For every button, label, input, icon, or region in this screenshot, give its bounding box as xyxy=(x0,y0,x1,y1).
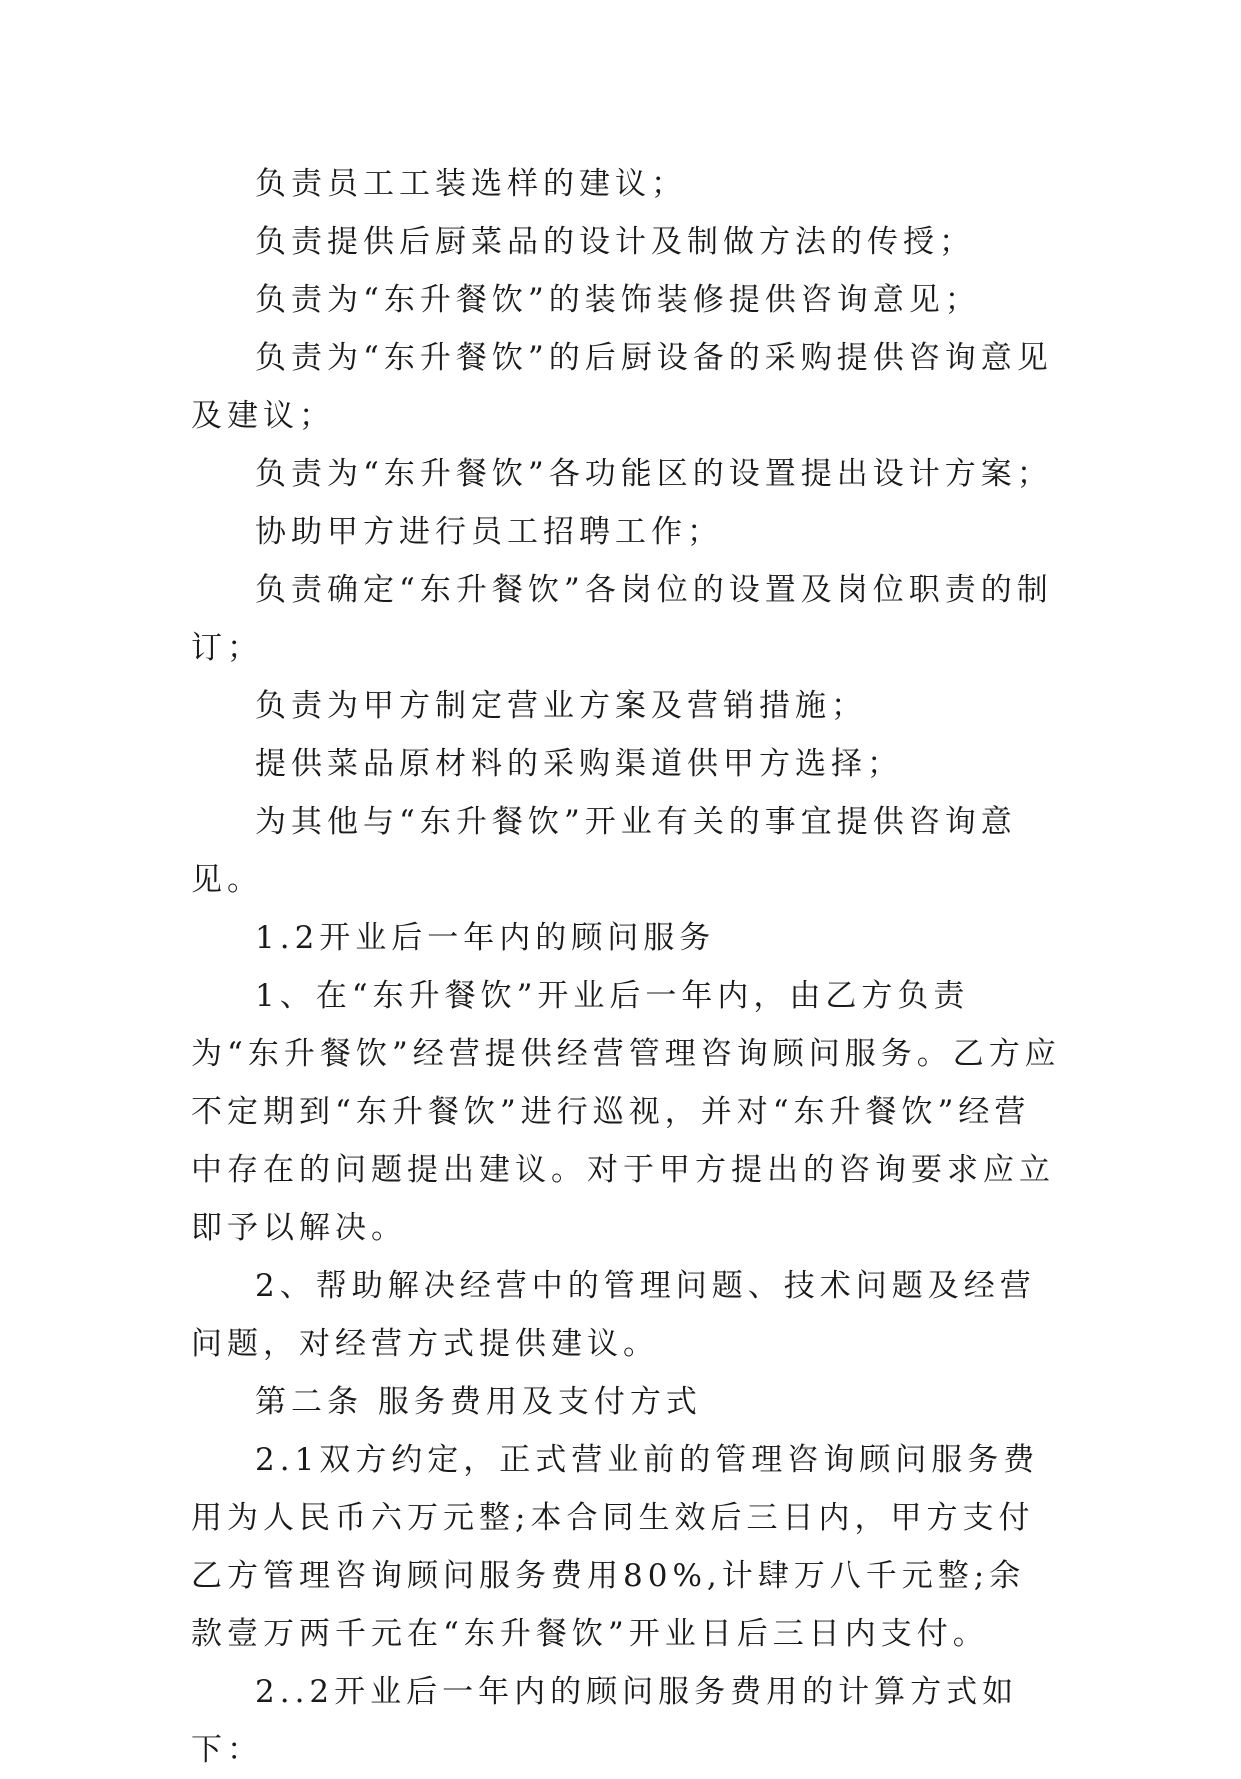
paragraph-recruitment: 协助甲方进行员工招聘工作； xyxy=(255,514,723,550)
section-heading-1-2: 1.2开业后一年内的顾问服务 xyxy=(255,920,716,956)
paragraph-purchasing-channels: 提供菜品原材料的采购渠道供甲方选择； xyxy=(255,746,903,782)
paragraph-fee-2-2: 2..2开业后一年内的顾问服务费用的计算方式如下： xyxy=(191,1674,1019,1768)
paragraph-kitchen-equipment: 负责为“东升餐饮”的后厨设备的采购提供咨询意见及建议； xyxy=(191,340,1053,434)
article-heading-2: 第二条 服务费用及支付方式 xyxy=(255,1384,702,1420)
paragraph-business-plan: 负责为甲方制定营业方案及营销措施； xyxy=(255,688,867,724)
paragraph-uniform-advice: 负责员工工装选样的建议； xyxy=(255,166,687,202)
paragraph-decoration: 负责为“东升餐饮”的装饰装修提供咨询意见； xyxy=(255,282,981,318)
document-body xyxy=(191,155,1061,1779)
paragraph-problem-solving: 2、帮助解决经营中的管理问题、技术问题及经营问题，对经营方式提供建议。 xyxy=(191,1268,1036,1362)
paragraph-consulting-service: 1、在“东升餐饮”开业后一年内，由乙方负责为“东升餐饮”经营提供经营管理咨询顾问服务。乙方应不定期到“东升餐饮”进行巡视，并对“东升餐饮”经营中存在的问题提出建议。对于甲方提出的咨询要求应立即予以解决。 xyxy=(191,978,1061,1246)
paragraph-fee-2-1: 2.1双方约定，正式营业前的管理咨询顾问服务费用为人民币六万元整;本合同生效后三日内，甲方支付乙方管理咨询顾问服务费用80%,计肆万八千元整;余款壹万两千元在“东升餐饮”开业日后三日内支付。 xyxy=(191,1442,1040,1652)
paragraph-other-matters: 为其他与“东升餐饮”开业有关的事宜提供咨询意见。 xyxy=(191,804,1017,898)
paragraph-functional-areas: 负责为“东升餐饮”各功能区的设置提出设计方案； xyxy=(255,456,1053,492)
paragraph-kitchen-dishes: 负责提供后厨菜品的设计及制做方法的传授； xyxy=(255,224,975,260)
paragraph-positions: 负责确定“东升餐饮”各岗位的设置及岗位职责的制订； xyxy=(191,572,1053,666)
